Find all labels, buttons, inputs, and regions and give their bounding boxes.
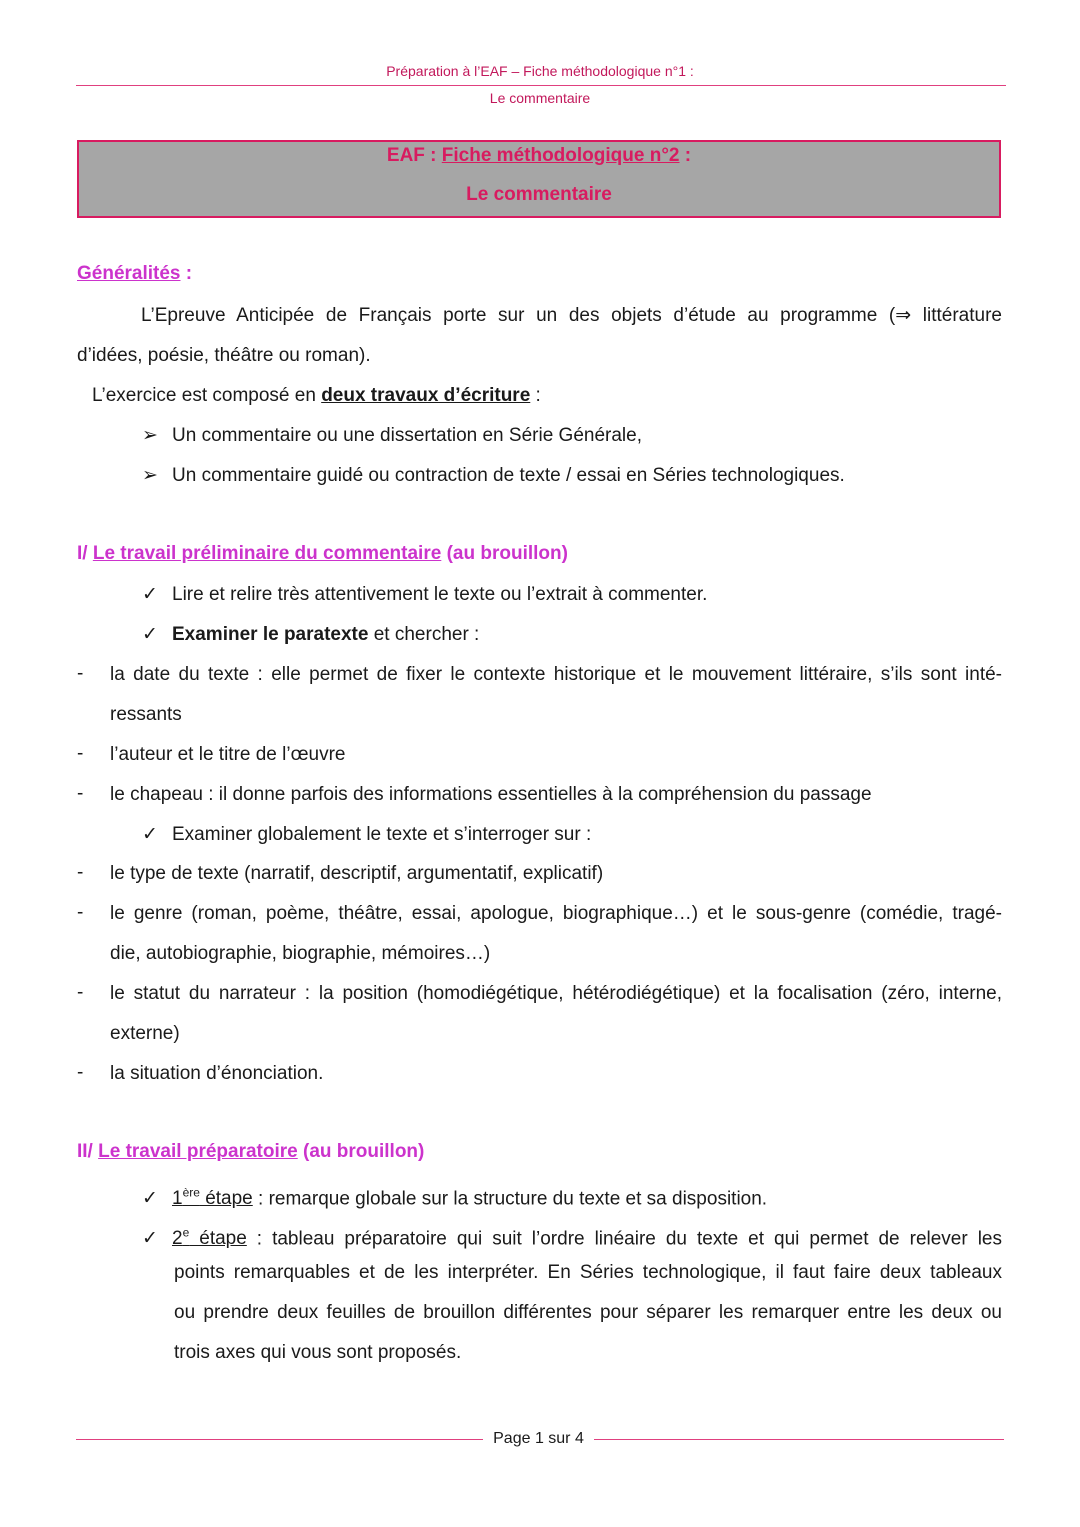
check-item-text: : tableau préparatoire qui suit l’ordre linéaire du texte et qui permet de relever les bbox=[246, 1228, 1002, 1250]
check-item bbox=[142, 1181, 767, 1211]
step-label bbox=[172, 1188, 253, 1209]
check-item bbox=[142, 823, 591, 847]
dash-item-text: le statut du narrateur : la position (homodiégétique, hétérodiégétique) et la focalisation (zéro, interne, bbox=[110, 983, 1002, 1004]
dash-bullet: - bbox=[77, 902, 84, 923]
dash-bullet: - bbox=[77, 982, 84, 1003]
para-text: : bbox=[530, 385, 541, 406]
section-number: I/ bbox=[77, 543, 93, 564]
checkmark-icon: ✓ bbox=[142, 624, 158, 645]
section-suffix: (au brouillon) bbox=[297, 1141, 425, 1162]
step-number: 2 bbox=[172, 1228, 183, 1250]
list-item bbox=[142, 424, 642, 448]
paragraph-line: trois axes qui vous sont proposés. bbox=[174, 1342, 462, 1363]
running-header: Préparation à l’EAF – Fiche méthodologique n°1 : bbox=[386, 63, 694, 79]
dash-bullet: - bbox=[77, 862, 84, 883]
document-title bbox=[79, 145, 999, 167]
generalites-suffix: : bbox=[180, 263, 193, 284]
check-item bbox=[142, 1221, 1002, 1251]
section-suffix: (au brouillon) bbox=[441, 543, 568, 564]
paragraph-line bbox=[92, 384, 541, 408]
check-item bbox=[142, 583, 707, 607]
arrow-bullet-icon: ➢ bbox=[142, 425, 158, 446]
paragraph-line: L’Epreuve Anticipée de Français porte sur un des objets d’étude au programme (⇒ littérature bbox=[141, 305, 1002, 326]
list-item-text: Un commentaire guidé ou contraction de texte / essai en Séries technologiques. bbox=[172, 465, 845, 486]
paragraph-line: d’idées, poésie, théâtre ou roman). bbox=[77, 345, 371, 366]
dash-bullet: - bbox=[77, 743, 84, 764]
dash-item-text: die, autobiographie, biographie, mémoires…) bbox=[110, 943, 491, 964]
dash-item-text: le type de texte (narratif, descriptif, argumentatif, explicatif) bbox=[110, 863, 604, 884]
dash-item-text: la situation d’énonciation. bbox=[110, 1063, 324, 1084]
section-title: Le travail préparatoire bbox=[98, 1141, 298, 1162]
section-number: II/ bbox=[77, 1141, 99, 1162]
generalites-title: Généralités bbox=[77, 263, 181, 284]
para-text: L’exercice est composé en bbox=[92, 385, 322, 406]
para-bold: deux travaux d’écriture bbox=[321, 385, 531, 406]
check-item-text: Examiner globalement le texte et s’interroger sur : bbox=[172, 824, 592, 845]
dash-item-text: ressants bbox=[110, 704, 182, 725]
title-suffix: : bbox=[679, 145, 692, 166]
section-heading-generalites bbox=[77, 263, 192, 285]
section-heading-1 bbox=[77, 543, 568, 565]
checkmark-icon: ✓ bbox=[142, 1188, 158, 1210]
footer-rule bbox=[76, 1439, 483, 1440]
dash-bullet: - bbox=[77, 663, 84, 684]
checkmark-icon: ✓ bbox=[142, 1228, 158, 1250]
list-item bbox=[142, 464, 845, 488]
document-subtitle: Le commentaire bbox=[466, 184, 612, 205]
step-ordinal: ère bbox=[182, 1186, 200, 1200]
checkmark-icon: ✓ bbox=[142, 584, 158, 605]
header-rule bbox=[76, 85, 1006, 86]
step-word: étape bbox=[189, 1228, 247, 1250]
step-ordinal: e bbox=[182, 1226, 190, 1240]
checkmark-icon: ✓ bbox=[142, 824, 158, 845]
step-word: étape bbox=[199, 1188, 253, 1210]
step-label bbox=[172, 1228, 247, 1249]
check-item-text: Lire et relire très attentivement le texte ou l’extrait à commenter. bbox=[172, 584, 708, 605]
list-item-text: Un commentaire ou une dissertation en Série Générale, bbox=[172, 425, 642, 446]
section-heading-2 bbox=[77, 1141, 424, 1163]
title-underlined: Fiche méthodologique n°2 bbox=[441, 145, 680, 166]
dash-bullet: - bbox=[77, 783, 84, 804]
paragraph-line: ou prendre deux feuilles de brouillon différentes pour séparer les remarquer entre les deux ou bbox=[174, 1302, 1002, 1323]
dash-bullet: - bbox=[77, 1062, 84, 1083]
arrow-bullet-icon: ➢ bbox=[142, 465, 158, 486]
page-number: Page 1 sur 4 bbox=[493, 1430, 584, 1447]
section-title: Le travail préliminaire du commentaire bbox=[92, 543, 442, 564]
title-prefix: EAF : bbox=[386, 145, 442, 166]
check-item bbox=[142, 623, 479, 647]
dash-item-text: le genre (roman, poème, théâtre, essai, apologue, biographique…) et le sous-genre (comédie, tragé- bbox=[110, 903, 1002, 924]
running-header-subtitle: Le commentaire bbox=[489, 90, 591, 106]
dash-item-text: externe) bbox=[110, 1023, 180, 1044]
step-number: 1 bbox=[172, 1188, 183, 1210]
dash-item-text: la date du texte : elle permet de fixer le contexte historique et le mouvement littéraire, s’ils sont inté- bbox=[110, 664, 1002, 685]
title-box bbox=[77, 140, 1001, 218]
paragraph-line: points remarquables et de les interpréter. En Séries technologique, il faut faire deux tableaux bbox=[174, 1262, 1002, 1283]
footer-rule bbox=[594, 1439, 1004, 1440]
check-item-text: et chercher : bbox=[368, 624, 480, 645]
check-item-bold: Examiner le paratexte bbox=[172, 624, 369, 645]
dash-item-text: l’auteur et le titre de l’œuvre bbox=[110, 744, 346, 765]
check-item-text: : remarque globale sur la structure du texte et sa disposition. bbox=[252, 1188, 768, 1210]
dash-item-text: le chapeau : il donne parfois des informations essentielles à la compréhension du passage bbox=[110, 784, 872, 805]
